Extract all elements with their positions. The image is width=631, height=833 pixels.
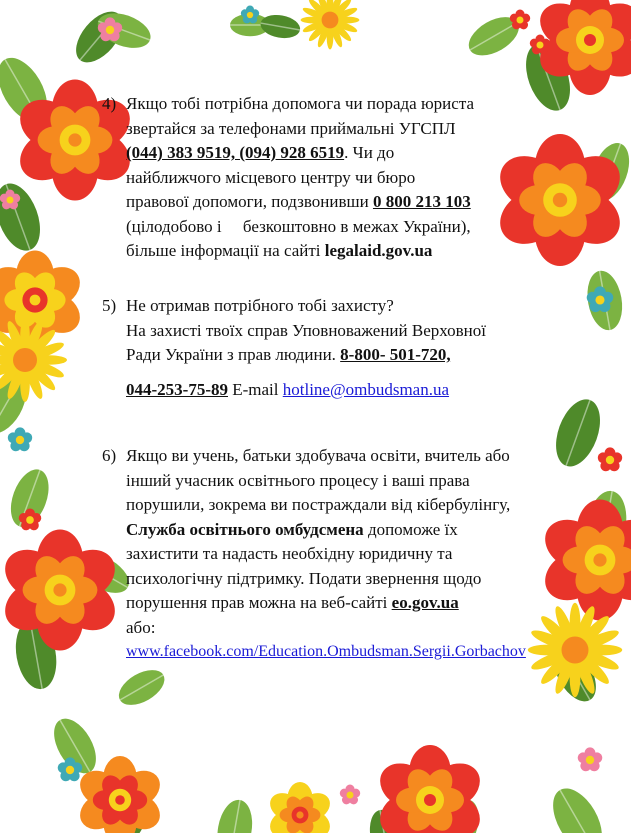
item-6-line-1: Якщо ви учень, батьки здобувача освіти, вчитель або	[126, 446, 510, 465]
item-4-line-3-rest: . Чи до	[344, 143, 395, 162]
item-6-line-3: порушили, зокрема ви постраждали від кібербулінгу,	[126, 495, 511, 514]
item-4-line-4: найближчого місцевого центру чи бюро	[126, 167, 416, 187]
item-5-number: 5)	[102, 296, 117, 315]
item-4-line-5-text: правової допомоги, подзвонивши	[126, 192, 373, 211]
item-6-line-2: інший учасник освітнього процесу і ваші права	[126, 470, 470, 490]
item-6-line-8: або:	[126, 617, 156, 637]
item-6-line-6: психологічну підтримку. Подати звернення щодо	[126, 568, 482, 588]
legalaid-site[interactable]: legalaid.gov.ua	[324, 241, 433, 260]
education-ombudsman-service: Служба освітнього омбудсмена	[126, 519, 364, 539]
item-6-line-5: захистити та надасть необхідну юридичну та	[126, 544, 453, 563]
item-5-line-2: На захисті твоїх справ Уповноважений Верховної	[126, 320, 486, 340]
eo-gov-site[interactable]: eo.gov.ua	[391, 593, 459, 612]
ombudsman-phone-1[interactable]: 8-800- 501-720,	[340, 345, 451, 364]
hotline-number[interactable]: 0 800 213 103	[372, 192, 471, 211]
item-5-line-3-text: Ради України з прав людини.	[126, 345, 341, 364]
ombudsman-phone-2[interactable]: 044-253-75-89	[126, 379, 228, 399]
item-6-line-4-rest: допоможе їх	[363, 519, 458, 539]
item-4-number: 4)	[102, 94, 117, 113]
item-6-line-7-text: порушення прав можна на веб-сайті	[126, 593, 392, 612]
item-4-line-6: (цілодобово і безкоштовно в межах України),	[126, 216, 471, 236]
item-4-line-2: звертайся за телефонами приймальні УГСПЛ	[126, 118, 456, 138]
facebook-link[interactable]: www.facebook.com/Education.Ombudsman.Sergii.Gorbachov	[126, 643, 526, 660]
email-label: E-mail	[227, 379, 283, 399]
item-4-line-7-text: більше інформації на сайті	[126, 241, 325, 260]
item-4-line-1: Якщо тобі потрібна допомога чи порада юриста	[126, 94, 475, 113]
item-6-number: 6)	[102, 446, 117, 465]
phone-numbers[interactable]: (044) 383 9519, (094) 928 6519	[126, 143, 345, 162]
item-5-line-1: Не отримав потрібного тобі захисту?	[126, 296, 394, 315]
ombudsman-email-link[interactable]: hotline@ombudsman.ua	[282, 379, 450, 399]
